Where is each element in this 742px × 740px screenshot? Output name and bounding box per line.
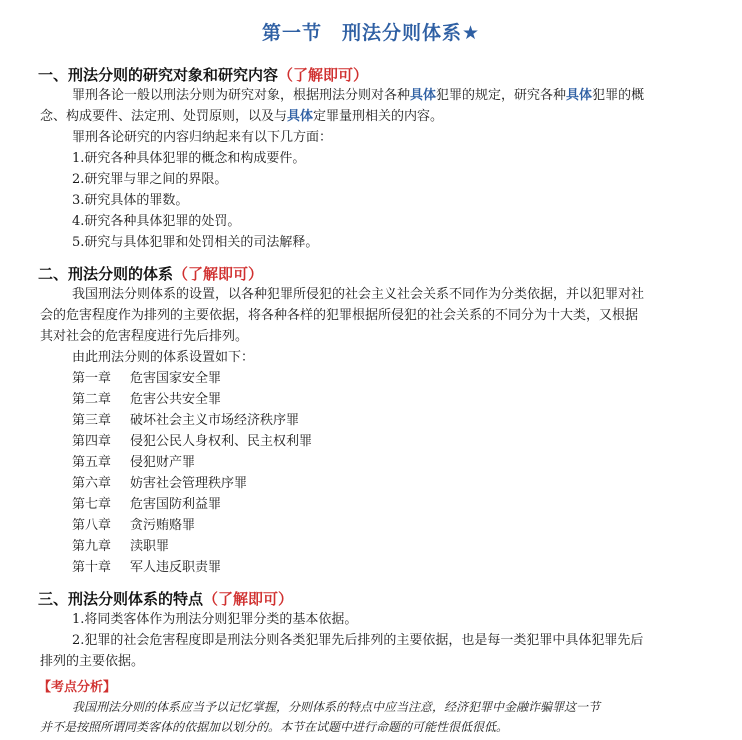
- highlight-term: 具体: [410, 88, 437, 103]
- chapter-number: 第十章: [72, 560, 112, 575]
- chapter-row: [72, 557, 221, 578]
- chapter-number: 第四章: [72, 434, 112, 449]
- section-3-item-2-line-2: 排列的主要依据。: [40, 654, 145, 669]
- section-2-para-line-2: 会的危害程度作为排列的主要依据，将各种各样的犯罪根据所侵犯的社会关系的不同分为十大类，又根据: [40, 308, 639, 323]
- section-3-heading: [38, 588, 293, 609]
- section-2-intro: 由此刑法分则的体系设置如下：: [72, 350, 255, 365]
- text-run: 犯罪的规定，研究各种: [436, 88, 567, 103]
- section-2-heading-text: 二、刑法分则的体系: [38, 265, 174, 283]
- list-item: 3.研究具体的罪数。: [72, 193, 189, 208]
- chapter-name: 危害国防利益罪: [130, 497, 222, 512]
- chapter-number: 第九章: [72, 539, 112, 554]
- section-3-heading-text: 三、刑法分则体系的特点: [38, 590, 204, 608]
- analysis-line-1: 我国刑法分则的体系应当予以记忆掌握，分则体系的特点中应当注意，经济犯罪中金融诈骗罪这一节: [72, 700, 601, 714]
- section-1-para-line-1: [72, 85, 644, 106]
- chapter-row: [72, 494, 221, 515]
- chapter-row: [72, 473, 247, 494]
- section-3-item-1: 1.将同类客体作为刑法分则犯罪分类的基本依据。: [72, 612, 358, 627]
- section-1-tag: （了解即可）: [278, 66, 369, 84]
- section-2-para-line-1: 我国刑法分则体系的设置，以各种犯罪所侵犯的社会主义社会关系不同作为分类依据，并以犯罪对社: [72, 287, 645, 302]
- chapter-number: 第一章: [72, 371, 112, 386]
- chapter-name: 贪污贿赂罪: [130, 518, 196, 533]
- section-1-heading-text: 一、刑法分则的研究对象和研究内容: [38, 66, 279, 84]
- section-1-heading: [38, 64, 368, 85]
- section-2-tag: （了解即可）: [173, 265, 264, 283]
- chapter-name: 军人违反职责罪: [130, 560, 222, 575]
- chapter-name: 破坏社会主义市场经济秩序罪: [130, 413, 300, 428]
- list-item: 5.研究与具体犯罪和处罚相关的司法解释。: [72, 235, 319, 250]
- list-item: 4.研究各种具体犯罪的处罚。: [72, 214, 241, 229]
- text-run: 罪刑各论一般以刑法分则为研究对象，根据刑法分则对各种: [72, 88, 411, 103]
- chapter-number: 第二章: [72, 392, 112, 407]
- highlight-term: 具体: [566, 88, 593, 103]
- text-run: 念、构成要件、法定刑、处罚原则，以及与: [40, 109, 288, 124]
- chapter-name: 危害公共安全罪: [130, 392, 222, 407]
- chapter-row: [72, 515, 195, 536]
- chapter-number: 第七章: [72, 497, 112, 512]
- chapter-row: [72, 452, 195, 473]
- chapter-row: [72, 431, 312, 452]
- analysis-line-2: 并不是按照所谓同类客体的依据加以划分的。本节在试题中进行命题的可能性很低很低。: [40, 720, 509, 734]
- text-run: 定罪量刑相关的内容。: [313, 109, 444, 124]
- section-2-para-line-3: 其对社会的危害程度进行先后排列。: [40, 329, 249, 344]
- section-title: 第一节 刑法分则体系★: [261, 22, 481, 44]
- section-3-item-2-line-1: 2.犯罪的社会危害程度即是刑法分则各类犯罪先后排列的主要依据，也是每一类犯罪中具体犯罪先后: [72, 633, 644, 648]
- section-1-para-line-2: [40, 106, 443, 127]
- chapter-name: 妨害社会管理秩序罪: [130, 476, 248, 491]
- chapter-number: 第六章: [72, 476, 112, 491]
- list-item: 1.研究各种具体犯罪的概念和构成要件。: [72, 151, 306, 166]
- analysis-label: 【考点分析】: [38, 680, 117, 695]
- section-1-intro: 罪刑各论研究的内容归纳起来有以下几方面：: [72, 130, 333, 145]
- chapter-number: 第五章: [72, 455, 112, 470]
- chapter-row: [72, 410, 299, 431]
- chapter-name: 渎职罪: [130, 539, 170, 554]
- chapter-name: 危害国家安全罪: [130, 371, 222, 386]
- chapter-name: 侵犯公民人身权利、民主权利罪: [130, 434, 313, 449]
- highlight-term: 具体: [287, 109, 314, 124]
- chapter-row: [72, 389, 221, 410]
- list-item: 2.研究罪与罪之间的界限。: [72, 172, 228, 187]
- chapter-number: 第八章: [72, 518, 112, 533]
- chapter-row: [72, 536, 169, 557]
- section-3-tag: （了解即可）: [203, 590, 294, 608]
- chapter-row: [72, 368, 221, 389]
- chapter-number: 第三章: [72, 413, 112, 428]
- section-2-heading: [38, 263, 263, 284]
- chapter-name: 侵犯财产罪: [130, 455, 196, 470]
- text-run: 犯罪的概: [592, 88, 645, 103]
